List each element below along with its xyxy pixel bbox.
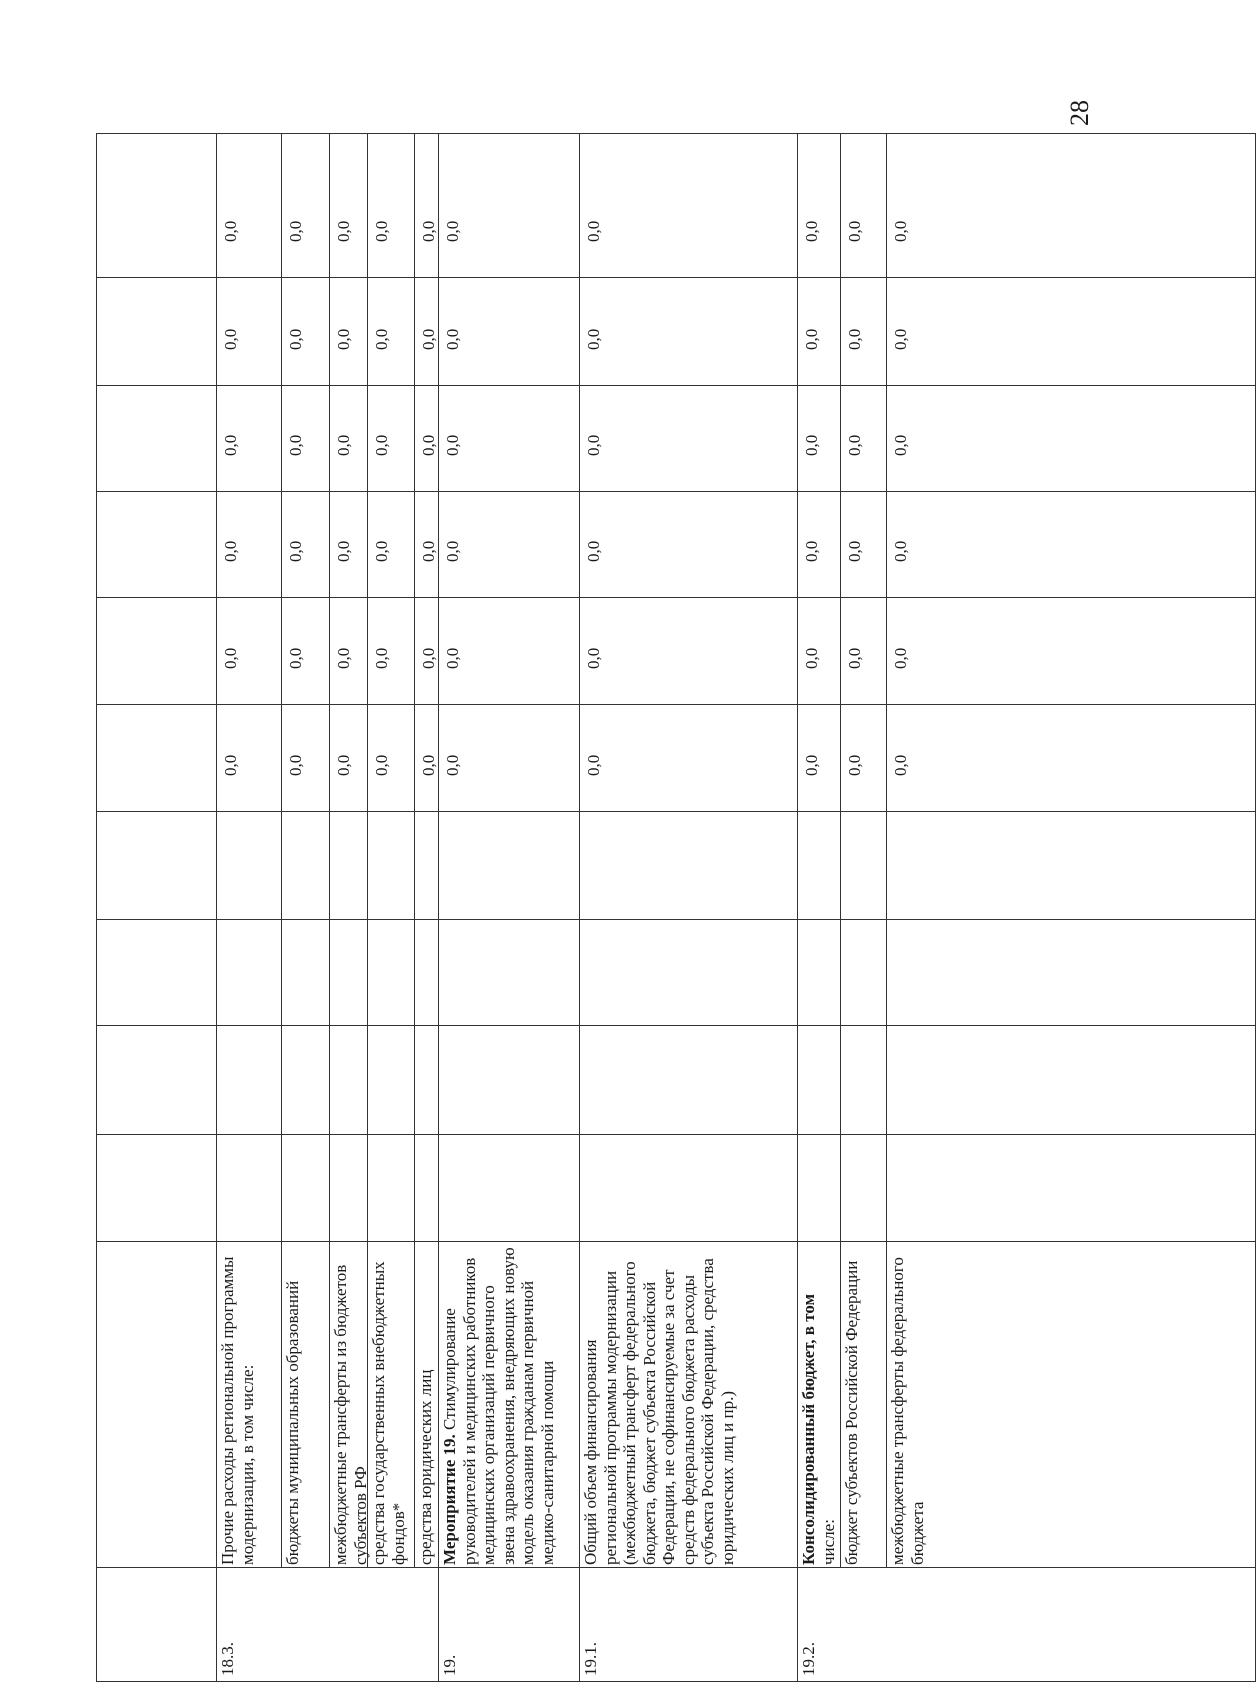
cell-value: 0,0 xyxy=(372,328,391,350)
cell-value: 0,0 xyxy=(443,647,462,669)
row-label-text: межбюджетные трансферты федерального бюджета xyxy=(888,1257,927,1565)
column-divider xyxy=(96,385,1256,386)
cell-value: 0,0 xyxy=(584,434,603,456)
cell-value: 0,0 xyxy=(584,540,603,562)
page-number: 28 xyxy=(1065,100,1094,126)
cell-value: 0,0 xyxy=(286,434,305,456)
cell-value: 0,0 xyxy=(802,540,821,562)
row-label xyxy=(367,1242,414,1568)
cell-value: 0,0 xyxy=(584,754,603,776)
row-label-text: бюджет субъектов Российской Федерации xyxy=(842,1260,861,1565)
cell-value: 0,0 xyxy=(443,220,462,242)
cell-value: 0,0 xyxy=(845,328,864,350)
row-label xyxy=(579,1242,797,1568)
financing-table xyxy=(96,133,1256,1682)
row-label-text: средства юридических лиц xyxy=(416,1369,435,1565)
cell-value: 0,0 xyxy=(334,540,353,562)
cell-value: 0,0 xyxy=(286,540,305,562)
column-divider xyxy=(96,919,1256,920)
cell-value: 0,0 xyxy=(891,220,910,242)
cell-value: 0,0 xyxy=(419,434,438,456)
row-number: 18.3. xyxy=(218,1642,237,1676)
cell-value: 0,0 xyxy=(891,754,910,776)
cell-value: 0,0 xyxy=(419,328,438,350)
row-label-text: Стимулирование руководителей и медицинских работников медицинских организаций первичного звена здравоохранения, внедряющих новую модель оказания гражданам первичной медико-санитарной помощи xyxy=(440,1247,557,1565)
row-label-text: Общий объем финансирования региональной программы модернизации (межбюджетный трансферт федерального бюджета, бюджет субъекта Российской Федерации, не софинансируемые за счет средств федерального бюджета расходы субъекта Российской Федерации, средства юридических лиц и пр.) xyxy=(581,1258,737,1565)
cell-value: 0,0 xyxy=(443,540,462,562)
row-label xyxy=(216,1242,281,1568)
cell-value: 0,0 xyxy=(584,220,603,242)
cell-value: 0,0 xyxy=(334,754,353,776)
cell-value: 0,0 xyxy=(372,647,391,669)
cell-value: 0,0 xyxy=(334,328,353,350)
column-divider xyxy=(96,1025,1256,1026)
column-divider xyxy=(96,491,1256,492)
cell-value: 0,0 xyxy=(802,754,821,776)
cell-value: 0,0 xyxy=(845,434,864,456)
row-label-bold: Мероприятие 19. xyxy=(440,1434,459,1565)
cell-value: 0,0 xyxy=(286,754,305,776)
cell-value: 0,0 xyxy=(221,754,240,776)
row-label xyxy=(281,1242,329,1568)
cell-value: 0,0 xyxy=(845,647,864,669)
row-label xyxy=(797,1242,840,1568)
cell-value: 0,0 xyxy=(845,220,864,242)
cell-value: 0,0 xyxy=(286,647,305,669)
cell-value: 0,0 xyxy=(891,647,910,669)
cell-value: 0,0 xyxy=(419,220,438,242)
cell-value: 0,0 xyxy=(443,754,462,776)
cell-value: 0,0 xyxy=(221,220,240,242)
cell-value: 0,0 xyxy=(221,647,240,669)
table-border xyxy=(96,133,97,1682)
cell-value: 0,0 xyxy=(334,434,353,456)
row-label xyxy=(329,1242,370,1568)
row-label-text: межбюджетные трансферты из бюджетов субъектов РФ xyxy=(331,1264,370,1565)
cell-value: 0,0 xyxy=(372,434,391,456)
cell-value: 0,0 xyxy=(443,434,462,456)
cell-value: 0,0 xyxy=(419,754,438,776)
cell-value: 0,0 xyxy=(221,540,240,562)
row-number: 19.2. xyxy=(799,1642,818,1676)
cell-value: 0,0 xyxy=(286,220,305,242)
cell-value: 0,0 xyxy=(802,647,821,669)
cell-value: 0,0 xyxy=(221,328,240,350)
cell-value: 0,0 xyxy=(845,540,864,562)
column-divider xyxy=(96,277,1256,278)
cell-value: 0,0 xyxy=(419,647,438,669)
cell-value: 0,0 xyxy=(372,754,391,776)
cell-value: 0,0 xyxy=(334,220,353,242)
column-divider xyxy=(96,704,1256,705)
row-label-text: числе: xyxy=(818,1519,838,1565)
cell-value: 0,0 xyxy=(372,220,391,242)
cell-value: 0,0 xyxy=(802,220,821,242)
cell-value: 0,0 xyxy=(802,328,821,350)
cell-value: 0,0 xyxy=(443,328,462,350)
row-number: 19.1. xyxy=(581,1642,600,1676)
cell-value: 0,0 xyxy=(891,328,910,350)
cell-value: 0,0 xyxy=(584,328,603,350)
table-border xyxy=(96,133,1256,134)
cell-value: 0,0 xyxy=(334,647,353,669)
row-label-text: бюджеты муниципальных образований xyxy=(283,1280,302,1565)
cell-value: 0,0 xyxy=(891,540,910,562)
row-number: 19. xyxy=(440,1654,459,1676)
row-label xyxy=(886,1242,927,1568)
row-label xyxy=(414,1242,438,1568)
row-label-text: Прочие расходы региональной программы модернизации, в том числе: xyxy=(218,1256,257,1565)
cell-value: 0,0 xyxy=(845,754,864,776)
cell-value: 0,0 xyxy=(372,540,391,562)
column-divider xyxy=(96,1134,1256,1135)
column-divider xyxy=(96,597,1256,598)
column-divider xyxy=(96,811,1256,812)
cell-value: 0,0 xyxy=(419,540,438,562)
row-label-bold: Консолидированный бюджет, в том xyxy=(799,1293,818,1565)
row-label-text: средства государственных внебюджетных фондов* xyxy=(369,1261,408,1565)
cell-value: 0,0 xyxy=(584,647,603,669)
row-label xyxy=(840,1242,886,1568)
cell-value: 0,0 xyxy=(802,434,821,456)
cell-value: 0,0 xyxy=(286,328,305,350)
cell-value: 0,0 xyxy=(891,434,910,456)
row-label xyxy=(438,1242,579,1568)
cell-value: 0,0 xyxy=(221,434,240,456)
